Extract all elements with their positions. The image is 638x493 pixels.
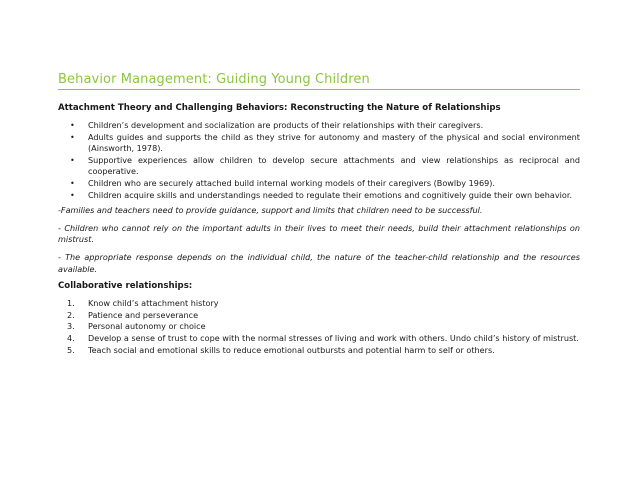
item-text: Teach social and emotional skills to reduce emotional outbursts and potential harm to self or others. [88, 344, 495, 355]
bullet-icon: • [70, 120, 75, 130]
bullet-item [58, 155, 580, 178]
document-body [58, 72, 580, 356]
item-number: 5. [67, 344, 75, 355]
bullet-icon: • [70, 177, 75, 188]
item-text: Patience and perseverance [88, 309, 199, 320]
item-text: Develop a sense of trust to cope with the normal stresses of living and work with others. Undo child’s history of mistrust. [88, 332, 579, 343]
item-number: 3. [67, 321, 75, 332]
item-number: 4. [67, 332, 75, 343]
bullet-text: Supportive experiences allow children to develop secure attachments and view relationships as reciprocal and cooperative. [88, 154, 580, 177]
item-number: 1. [67, 298, 75, 309]
bullet-item [58, 190, 580, 202]
bullet-item [58, 178, 580, 190]
bullet-icon: • [70, 154, 75, 165]
bullet-list [58, 120, 580, 201]
paragraph-families: -Families and teachers need to provide guidance, support and limits that children need to be successful. [58, 205, 483, 216]
bullet-icon: • [70, 131, 75, 142]
paragraph-response: - The appropriate response depends on the individual child, the nature of the teacher-child relationship and the resources available. [58, 251, 580, 274]
numbered-item [58, 310, 580, 322]
item-text: Personal autonomy or choice [88, 321, 206, 332]
bullet-text: Adults guides and supports the child as they strive for autonomy and mastery of the physical and social environment (Ainsworth, 1978). [88, 131, 580, 154]
numbered-item [58, 333, 580, 345]
subheading-collaborative: Collaborative relationships: [58, 281, 193, 292]
numbered-item [58, 298, 580, 310]
numbered-item [58, 321, 580, 333]
bullet-text: Children acquire skills and understandings needed to regulate their emotions and cognitively guide their own behavior. [88, 189, 573, 200]
bullet-item [58, 120, 580, 132]
bullet-icon: • [70, 189, 75, 200]
paragraph-mistrust: - Children who cannot rely on the important adults in their lives to meet their needs, build their attachment relationships on mistrust. [58, 222, 580, 245]
numbered-list [58, 298, 580, 356]
item-text: Know child’s attachment history [88, 298, 219, 309]
document-title: Behavior Management: Guiding Young Children [58, 72, 580, 90]
item-number: 2. [67, 309, 75, 320]
bullet-item [58, 132, 580, 155]
bullet-text: Children who are securely attached build internal working models of their caregivers (Bowlby 1969). [88, 177, 495, 188]
numbered-item [58, 345, 580, 357]
section-heading: Attachment Theory and Challenging Behaviors: Reconstructing the Nature of Relationships [58, 103, 501, 113]
bullet-text: Children’s development and socialization are products of their relationships with their caregivers. [88, 120, 484, 130]
